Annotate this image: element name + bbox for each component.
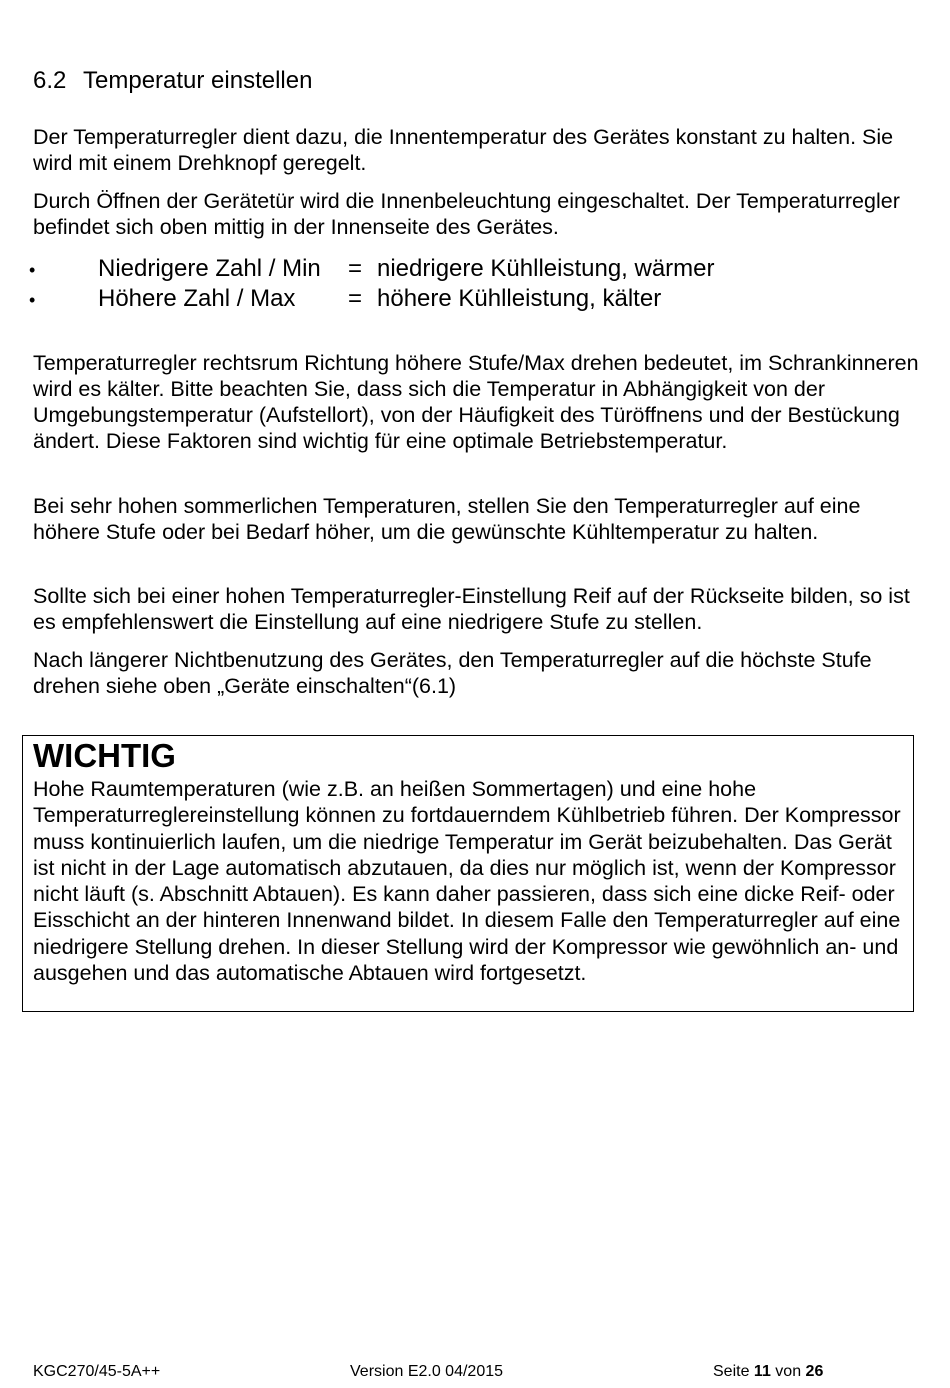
paragraph-lighting: Durch Öffnen der Gerätetür wird die Innenbeleuchtung eingeschaltet. Der Temperaturregler befindet sich oben mittig in der Innenseite des Gerätes. <box>33 189 900 239</box>
page-total: 26 <box>805 1363 824 1380</box>
footer-version: Version E2.0 04/2015 <box>350 1363 504 1380</box>
page-sep: von <box>775 1363 802 1380</box>
paragraph-frost: Sollte sich bei einer hohen Temperaturregler-Einstellung Reif auf der Rückseite bilden, so ist es empfehlenswert die Einstellung auf eine niedrigere Stufe zu stellen. <box>33 584 910 634</box>
bullet-dot-icon: • <box>29 290 36 310</box>
important-text: Hohe Raumtemperaturen (wie z.B. an heißen Sommertagen) und eine hohe Temperaturreglereinstellung können zu fortdauerndem Kühlbetrieb führen. Der Kompressor muss kontinuierlich laufen, um die niedrige Temperatur im Gerät beizubehalten. Das Gerät ist nicht in der Lage automatisch abzutauen, da dies nur möglich ist, wenn der Kompressor nicht läuft (s. Abschnitt Abtauen). Es kann daher passieren, dass sich eine dicke Reif- oder Eisschicht an der hinteren Innenwand bildet. In diesem Falle den Temperaturregler auf eine niedrigere Stellung drehen. In dieser Stellung wird der Kompressor wie gewöhnlich an- und ausgehen und das automatische Abtauen wird fortgesetzt. <box>33 777 901 986</box>
bullet-item <box>26 254 906 284</box>
bullet-setting: Höhere Zahl / Max <box>98 285 296 312</box>
page-current: 11 <box>753 1363 771 1380</box>
section-title: Temperatur einstellen <box>83 67 313 94</box>
footer-model: KGC270/45-5A++ <box>33 1363 161 1380</box>
bullet-setting: Niedrigere Zahl / Min <box>98 255 321 282</box>
bullet-equals: = <box>348 255 363 282</box>
section-number: 6.2 <box>33 67 67 94</box>
bullet-equals: = <box>348 285 363 312</box>
bullet-effect: höhere Kühlleistung, kälter <box>377 285 662 312</box>
bullet-item <box>26 284 906 314</box>
bullet-effect: niedrigere Kühlleistung, wärmer <box>377 255 715 282</box>
important-title: WICHTIG <box>33 737 176 774</box>
section-heading <box>33 66 312 96</box>
paragraph-regler-purpose: Der Temperaturregler dient dazu, die Innentemperatur des Gerätes konstant zu halten. Sie wird mit einem Drehknopf geregelt. <box>33 125 894 175</box>
page-prefix: Seite <box>713 1363 750 1380</box>
paragraph-disuse: Nach längerer Nichtbenutzung des Gerätes, den Temperaturregler auf die höchste Stufe drehen siehe oben „Geräte einschalten“(6.1) <box>33 648 872 698</box>
setting-bullet-list <box>26 254 906 314</box>
bullet-dot-icon: • <box>29 260 36 280</box>
important-notice-box <box>22 735 914 1012</box>
paragraph-rotation: Temperaturregler rechtsrum Richtung höhere Stufe/Max drehen bedeutet, im Schrankinneren wird es kälter. Bitte beachten Sie, dass sich die Temperatur in Abhängigkeit von der Umgebungstemperatur (Aufstellort), von der Häufigkeit des Türöffnens und der Bestückung ändert. Diese Faktoren sind wichtig für eine optimale Betriebstemperatur. <box>33 351 919 453</box>
paragraph-summer: Bei sehr hohen sommerlichen Temperaturen, stellen Sie den Temperaturregler auf eine höhere Stufe oder bei Bedarf höher, um die gewünschte Kühltemperatur zu halten. <box>33 494 861 544</box>
footer-page-number <box>713 1362 823 1382</box>
